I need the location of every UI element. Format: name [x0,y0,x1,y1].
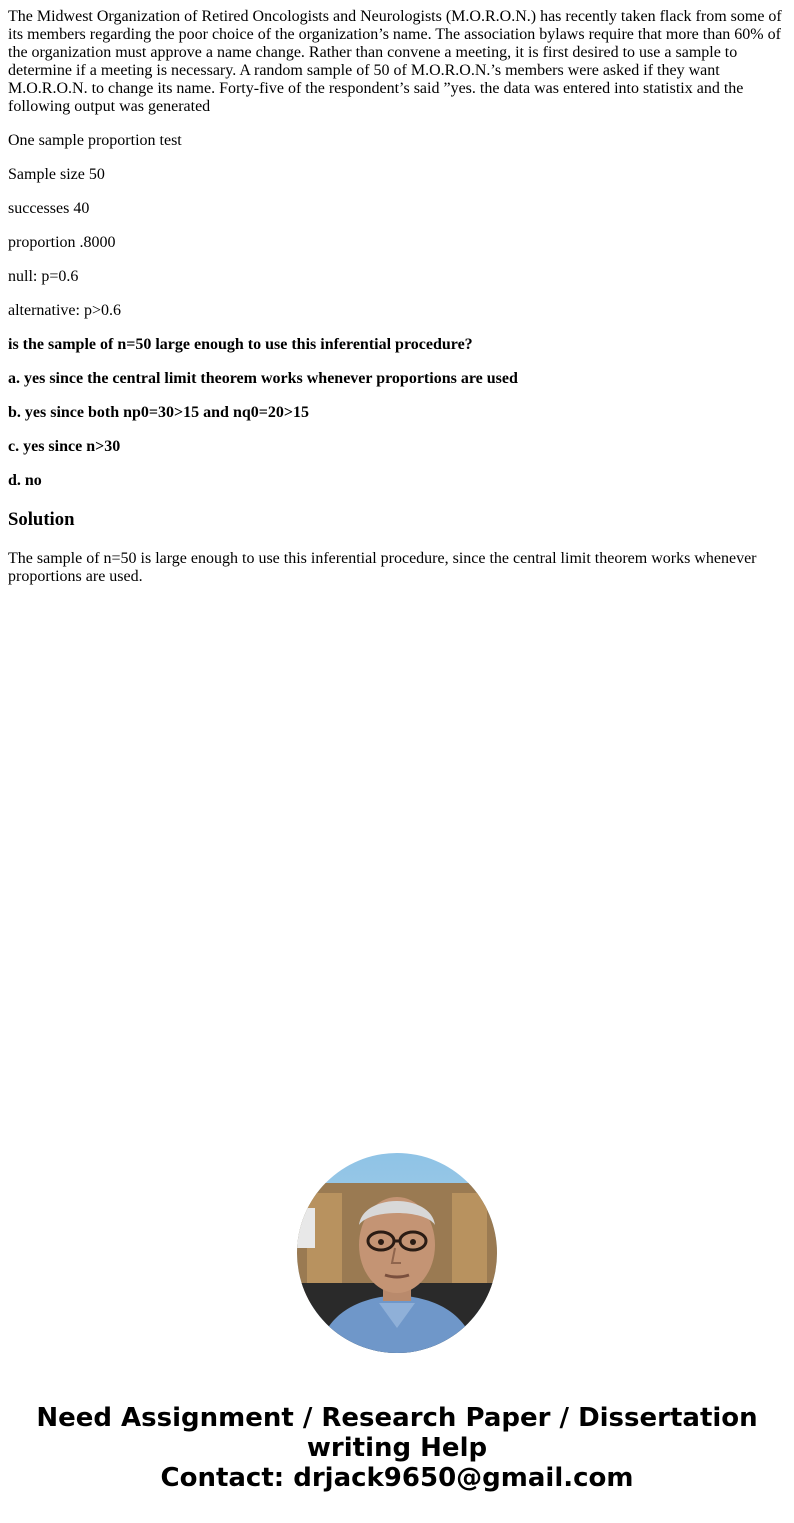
promo-contact: Contact: drjack9650@gmail.com [160,1463,634,1493]
output-line: null: p=0.6 [8,268,79,285]
answer-option-c: c. yes since n>30 [8,438,121,455]
solution-heading: Solution [8,509,75,530]
solution-text: The sample of n=50 is large enough to use this inferential procedure, since the central limit theorem works whenever proportions are used. [8,550,757,585]
answer-option-b: b. yes since both np0=30>15 and nq0=20>15 [8,404,309,421]
output-line: successes 40 [8,200,90,217]
output-line: proportion .8000 [8,234,116,251]
promo-line: Need Assignment / Research Paper / Dissertation [36,1403,758,1433]
output-line: One sample proportion test [8,132,182,149]
output-line: Sample size 50 [8,166,105,183]
promo-line: writing Help [306,1433,488,1463]
author-photo-icon [297,1153,497,1353]
answer-option-a: a. yes since the central limit theorem works whenever proportions are used [8,370,518,387]
question-prompt: is the sample of n=50 large enough to use this inferential procedure? [8,336,473,353]
author-avatar [297,1153,497,1353]
promo-banner [0,1403,794,1493]
document-body [8,8,786,602]
question-intro: The Midwest Organization of Retired Oncologists and Neurologists (M.O.R.O.N.) has recently taken flack from some of its members regarding the poor choice of the organization’s name. The association bylaws require that more than 60% of the organization must approve a name change. Rather than convene a meeting, it is first desired to use a sample to determine if a meeting is necessary. A random sample of 50 of M.O.R.O.N.’s members were asked if they want M.O.R.O.N. to change its name. Forty-five of the respondent’s said ”yes. the data was entered into statistix and the following output was generated [8,8,782,115]
output-line: alternative: p>0.6 [8,302,121,319]
answer-option-d: d. no [8,472,42,489]
